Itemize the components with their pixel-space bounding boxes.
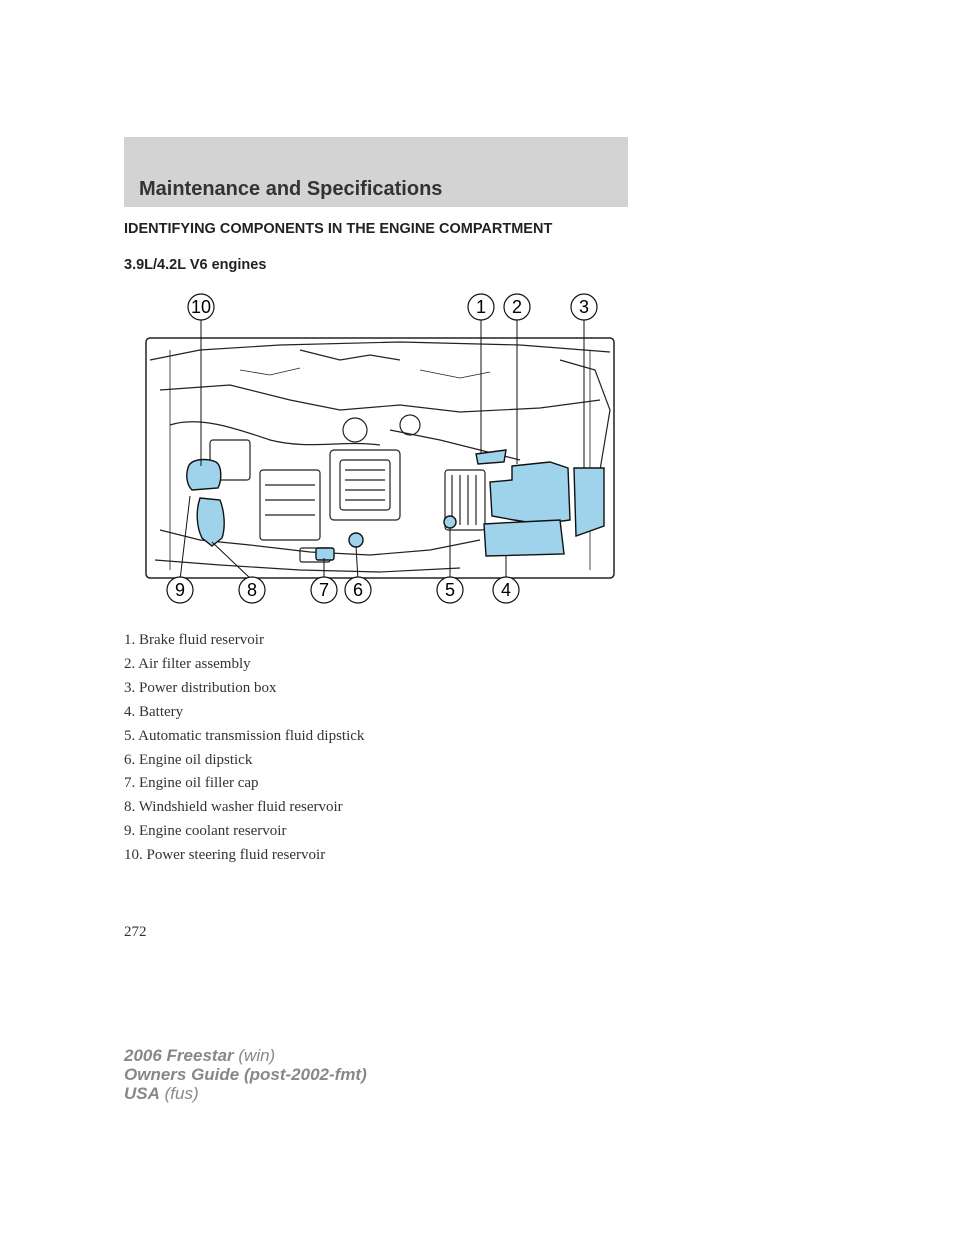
legend-item: 1. Brake fluid reservoir — [124, 632, 264, 648]
footer-model-code: (win) — [238, 1046, 276, 1065]
footer-line-3 — [124, 1084, 367, 1103]
header-band — [124, 137, 628, 207]
legend-item: 5. Automatic transmission fluid dipstick — [124, 727, 365, 744]
legend-item: 3. Power distribution box — [124, 679, 277, 696]
legend-item: 2. Air filter assembly — [124, 655, 251, 672]
footer-line-2 — [124, 1065, 367, 1084]
oil-filler-cap-highlight — [316, 548, 334, 560]
callout-label: 7 — [318, 580, 330, 600]
engine-compartment-diagram — [140, 290, 620, 610]
transmission-dipstick-highlight — [444, 516, 456, 528]
section-title: IDENTIFYING COMPONENTS IN THE ENGINE COMPARTMENT — [124, 221, 553, 237]
callout-label: 9 — [174, 580, 186, 600]
callout-4 — [493, 577, 519, 603]
callout-9 — [167, 577, 193, 603]
legend-item: 4. Battery — [124, 703, 184, 720]
footer-market: USA — [124, 1084, 160, 1103]
power-steering-reservoir-highlight — [187, 460, 221, 490]
callout-label: 10 — [190, 297, 212, 317]
air-filter-highlight — [490, 462, 570, 524]
highlighted-components — [187, 450, 604, 560]
callout-label: 5 — [444, 580, 456, 600]
footer-line-1 — [124, 1046, 367, 1065]
footer-market-code: (fus) — [164, 1084, 199, 1103]
callouts — [167, 294, 597, 603]
document-footer — [124, 1046, 367, 1103]
callout-label: 8 — [246, 580, 258, 600]
oil-dipstick-highlight — [349, 533, 363, 547]
callout-5 — [437, 577, 463, 603]
power-distribution-box-highlight — [574, 468, 604, 536]
component-legend — [124, 629, 364, 868]
washer-reservoir-highlight — [197, 498, 224, 546]
callout-1 — [468, 294, 494, 320]
footer-model: 2006 Freestar — [124, 1046, 234, 1065]
legend-item: 10. Power steering fluid reservoir — [124, 847, 326, 864]
callout-label: 2 — [511, 297, 523, 317]
callout-7 — [311, 577, 337, 603]
callout-10 — [188, 294, 214, 320]
legend-item: 7. Engine oil filler cap — [124, 775, 259, 792]
subsection-title: 3.9L/4.2L V6 engines — [124, 257, 267, 273]
page-title: Maintenance and Specifications — [139, 178, 443, 200]
page-number: 272 — [124, 924, 147, 940]
callout-label: 6 — [352, 580, 364, 600]
callout-3 — [571, 294, 597, 320]
callout-2 — [504, 294, 530, 320]
callout-label: 3 — [578, 297, 590, 317]
battery-highlight — [484, 520, 564, 556]
legend-item: 6. Engine oil dipstick — [124, 751, 253, 768]
footer-guide: Owners Guide (post-2002-fmt) — [124, 1065, 367, 1084]
callout-8 — [239, 577, 265, 603]
callout-6 — [345, 577, 371, 603]
callout-label: 1 — [475, 297, 487, 317]
legend-item: 8. Windshield washer fluid reservoir — [124, 799, 343, 816]
legend-item: 9. Engine coolant reservoir — [124, 823, 287, 840]
callout-label: 4 — [500, 580, 512, 600]
